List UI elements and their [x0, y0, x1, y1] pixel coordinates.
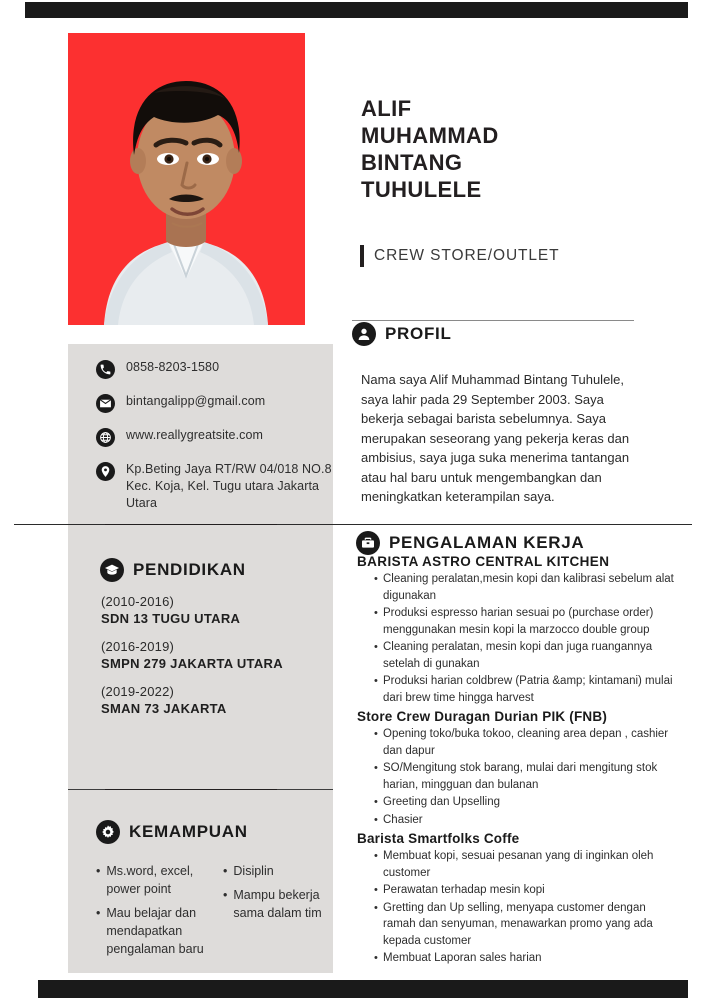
skills-heading — [96, 820, 248, 844]
skill-text: Mampu bekerja sama dalam tim — [233, 888, 322, 920]
skills-title: KEMAMPUAN — [129, 822, 248, 841]
job-bullet: • Perawatan terhadap mesin kopi — [374, 882, 675, 899]
skill-text: Ms.word, excel, power point — [106, 864, 194, 896]
job-bullet: • Gretting dan Up selling, menyapa customer dengan ramah dan senyuman, menawarkan promo yang ada kepada customer — [374, 900, 675, 950]
gear-icon — [96, 820, 120, 844]
job-bullet: • Greeting dan Upselling — [374, 794, 675, 811]
experience-item — [357, 831, 675, 967]
experience-item — [357, 709, 675, 828]
job-title: Store Crew Duragan Durian PIK (FNB) — [357, 709, 608, 724]
name-line-4: TUHULELE — [361, 177, 482, 202]
graduation-cap-icon — [100, 558, 124, 582]
education-heading — [100, 558, 246, 582]
phone-icon — [96, 360, 115, 379]
name-line-2: MUHAMMAD — [361, 123, 499, 148]
email-icon — [96, 394, 115, 413]
job-bullets — [357, 571, 675, 706]
education-school: SMAN 73 JAKARTA — [101, 701, 227, 716]
experience-item — [357, 554, 675, 706]
profile-photo — [68, 33, 305, 325]
education-years: (2016-2019) — [101, 639, 175, 654]
contact-item-website — [96, 427, 336, 447]
education-item — [101, 639, 331, 671]
briefcase-icon — [356, 531, 380, 555]
profile-heading — [352, 322, 452, 346]
address-text: Kp.Beting Jaya RT/RW 04/018 NO.8 Kec. Koja, Kel. Tugu utara Jakarta Utara — [126, 462, 332, 510]
skill-item — [223, 862, 340, 880]
job-bullet: • Produksi harian coldbrew (Patria &amp; kintamani) mulai dari brew time hingga harvest — [374, 673, 675, 706]
name-line-3: BINTANG — [361, 150, 463, 175]
skill-item — [96, 862, 213, 898]
experience-title: PENGALAMAN KERJA — [389, 533, 585, 552]
name-line-1: ALIF — [361, 96, 412, 121]
education-years: (2010-2016) — [101, 594, 175, 609]
bullet-icon: • — [223, 864, 228, 878]
education-school: SMPN 279 JAKARTA UTARA — [101, 656, 283, 671]
role-accent-bar — [360, 245, 364, 267]
contact-item-phone — [96, 359, 336, 379]
skill-text: Mau belajar dan mendapatkan pengalaman baru — [106, 906, 204, 956]
job-bullet: • Cleaning peralatan,mesin kopi dan kalibrasi sebelum alat digunakan — [374, 571, 675, 604]
education-list — [101, 594, 331, 729]
education-item — [101, 684, 331, 716]
education-years: (2019-2022) — [101, 684, 175, 699]
education-title: PENDIDIKAN — [133, 560, 246, 579]
globe-icon — [96, 428, 115, 447]
person-icon — [352, 322, 376, 346]
profile-title: PROFIL — [385, 324, 452, 343]
experience-list — [357, 554, 675, 970]
skill-text: Disiplin — [233, 864, 274, 878]
job-title: Barista Smartfolks Coffe — [357, 831, 520, 846]
profile-text: Nama saya Alif Muhammad Bintang Tuhulele, saya lahir pada 29 September 2003. Saya bekerja sebagai barista sebelumnya. Saya merupakan seseorang yang pekerja keras dan ambisius, saya juga suka menerima tantangan atau hal baru untuk mengembangkan dan meningkatkan keterampilan saya. — [361, 372, 630, 504]
education-item — [101, 594, 331, 626]
education-school: SDN 13 TUGU UTARA — [101, 611, 241, 626]
bottom-black-bar — [38, 980, 688, 998]
skill-item — [96, 904, 213, 958]
candidate-name — [361, 95, 681, 203]
contact-item-address — [96, 461, 336, 512]
job-bullet: • Cleaning peralatan, mesin kopi dan juga ruangannya setelah di gunakan — [374, 639, 675, 672]
job-bullet: • Produksi espresso harian sesuai po (purchase order) menggunakan mesin kopi la marzocco double group — [374, 605, 675, 638]
job-title: BARISTA ASTRO CENTRAL KITCHEN — [357, 554, 610, 569]
contact-item-email — [96, 393, 336, 413]
skills-list — [96, 862, 340, 964]
bullet-icon: • — [223, 888, 228, 902]
location-icon — [96, 462, 115, 481]
skills-column-left — [96, 862, 213, 964]
profile-divider — [352, 320, 634, 321]
role-label: CREW STORE/OUTLET — [374, 247, 560, 264]
skills-column-right — [223, 862, 340, 964]
bullet-icon: • — [96, 906, 101, 920]
email-text: bintangalipp@gmail.com — [126, 394, 266, 408]
contact-list — [96, 359, 336, 526]
website-text: www.reallygreatsite.com — [126, 428, 264, 442]
job-bullet: • Membuat kopi, sesuai pesanan yang di inginkan oleh customer — [374, 848, 675, 881]
top-black-bar — [25, 2, 688, 18]
job-bullet: • Membuat Laporan sales harian — [374, 950, 675, 967]
experience-heading — [356, 531, 584, 555]
job-bullet: • SO/Mengitung stok barang, mulai dari mengitung stok harian, mingguan dan bulanan — [374, 760, 675, 793]
job-bullets — [357, 848, 675, 967]
job-role — [360, 245, 560, 267]
job-bullets — [357, 726, 675, 828]
job-bullet: • Chasier — [374, 812, 675, 829]
skill-item — [223, 886, 340, 922]
phone-text: 0858-8203-1580 — [126, 360, 220, 374]
job-bullet: • Opening toko/buka tokoo, cleaning area depan , cashier dan dapur — [374, 726, 675, 759]
bullet-icon: • — [96, 864, 101, 878]
